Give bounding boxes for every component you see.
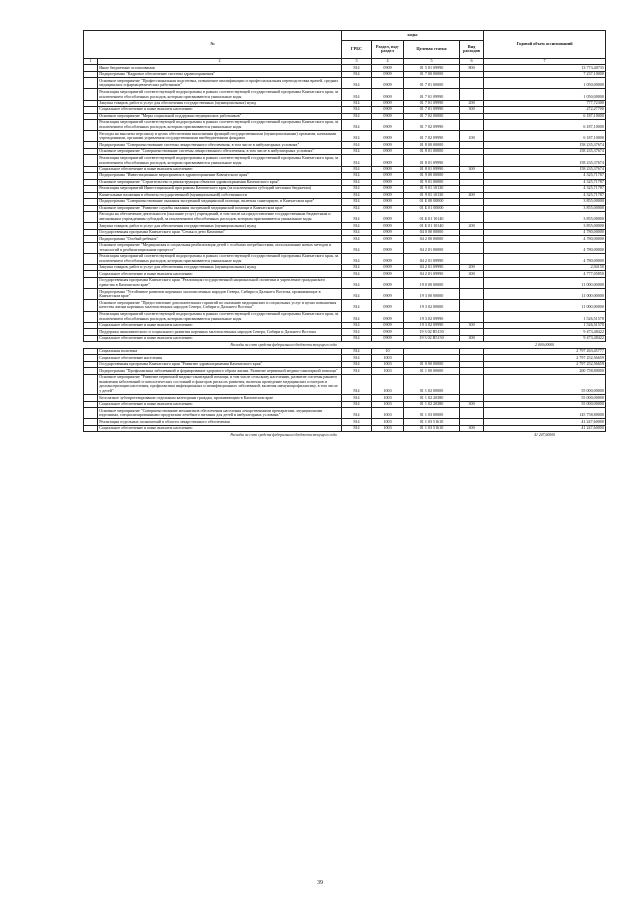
num-cell <box>84 242 98 253</box>
row-razdel: 0909 <box>372 173 404 179</box>
header-idx: 6 <box>460 58 484 64</box>
row-razdel: 1003 <box>372 368 404 374</box>
row-cs: 01 9 00 00000 <box>404 173 460 179</box>
table-row <box>84 155 606 166</box>
row-cs: 01 7 01 09990 <box>404 100 460 106</box>
budget-table-page <box>83 30 605 438</box>
row-name: Подпрограмма "Кадровое обеспечение системы здравоохранения" <box>98 71 342 77</box>
row-sum: 4 780,00000 <box>484 242 606 253</box>
num-cell <box>84 300 98 311</box>
row-grbs: 814 <box>342 192 372 198</box>
row-razdel: 0909 <box>372 271 404 277</box>
row-sum: 158 235,37674 <box>484 148 606 154</box>
row-cs: 01 7 01 09990 <box>404 89 460 100</box>
table-row <box>84 374 606 395</box>
row-vr: 300 <box>460 425 484 431</box>
row-sum: 4 780,00000 <box>484 229 606 235</box>
row-razdel: 0909 <box>372 300 404 311</box>
row-cs: 01 7 00 00000 <box>404 71 460 77</box>
table-row <box>84 211 606 222</box>
num-cell <box>84 289 98 300</box>
num-cell <box>84 131 98 142</box>
budget-table <box>83 30 606 438</box>
table-row <box>84 242 606 253</box>
row-name: Государственная программа Камчатского края "Развитие здравоохранения Камчатского края" <box>98 361 342 367</box>
row-sum: 200 758,80000 <box>484 368 606 374</box>
note-text: Расходы за счет средств федерального бюджета текущего года <box>230 432 337 437</box>
num-cell <box>84 89 98 100</box>
row-razdel: 0909 <box>372 186 404 192</box>
row-grbs: 814 <box>342 229 372 235</box>
row-sum: 1 050,00000 <box>484 78 606 89</box>
row-razdel: 0909 <box>372 89 404 100</box>
row-name: Основное мероприятие "Предоставление дополнительных гарантий по оказанию медицинских и социальных услуг в целях повышения качества жизни коренных малочисленных народов Севера, Сибири и Дальнего Востока" <box>98 300 342 311</box>
row-sum: 4 780,00000 <box>484 253 606 264</box>
row-sum: 41 247,60000 <box>484 419 606 425</box>
row-vr: 400 <box>460 192 484 198</box>
table-header <box>84 31 606 65</box>
row-razdel: 1003 <box>372 355 404 361</box>
row-cs: 04 2 00 00000 <box>404 236 460 242</box>
row-grbs: 814 <box>342 155 372 166</box>
num-cell <box>84 120 98 131</box>
row-cs: 01 Б 01 10140 <box>404 211 460 222</box>
row-grbs: 814 <box>342 277 372 288</box>
row-razdel: 0909 <box>372 131 404 142</box>
row-razdel: 1003 <box>372 374 404 395</box>
row-razdel: 1003 <box>372 401 404 407</box>
row-cs: 01 1 02 20380 <box>404 401 460 407</box>
row-grbs: 814 <box>342 401 372 407</box>
row-grbs: 814 <box>342 186 372 192</box>
row-name: Расходы на обеспечение деятельности (оказание услуг) учреждений, в том числе на предоставление государственным бюджетным и автономным учреждениям субсидий, за исключением обособленных расходов, которым присваиваются уникальные коды <box>98 211 342 222</box>
row-vr <box>460 211 484 222</box>
row-name: Реализация отдельных полномочий в области лекарственного обеспечения <box>98 419 342 425</box>
table-row <box>84 277 606 288</box>
row-razdel: 0909 <box>372 289 404 300</box>
row-vr: 800 <box>460 65 484 71</box>
row-vr <box>460 253 484 264</box>
row-grbs: 814 <box>342 107 372 113</box>
row-razdel: 1003 <box>372 361 404 367</box>
row-grbs: 814 <box>342 131 372 142</box>
row-razdel: 0909 <box>372 329 404 335</box>
header-idx: 1 <box>84 58 98 64</box>
row-cs: 19 3 02 R5150 <box>404 335 460 341</box>
row-grbs: 814 <box>342 166 372 172</box>
row-name: Социальное обеспечение и иные выплаты населению <box>98 107 342 113</box>
row-name: Подпрограмма "Совершенствование системы лекарственного обеспечения, в том числе в амбулаторных условиях" <box>98 142 342 148</box>
row-grbs: 814 <box>342 374 372 395</box>
header-grbs: ГРБС <box>342 41 372 59</box>
row-grbs: 814 <box>342 71 372 77</box>
row-grbs: 814 <box>342 335 372 341</box>
row-name: Реализация мероприятий соответствующей подпрограммы в рамках соответствующей государственной программы Камчатского края, за исключением обособленных расходов, которым присваиваются уникальные коды <box>98 253 342 264</box>
row-name: Реализация мероприятий соответствующей подпрограммы в рамках соответствующей государственной программы Камчатского края, за исключением обособленных расходов, которым присваиваются уникальные коды <box>98 120 342 131</box>
num-cell <box>84 78 98 89</box>
row-vr: 200 <box>460 100 484 106</box>
row-grbs: 814 <box>342 148 372 154</box>
row-sum: 4 780,00000 <box>484 236 606 242</box>
row-name: Основное мероприятие "Совершенствование механизмов обеспечения населения лекарственными препаратами, медицинскими изделиями, специализированными продуктами лечебного питания для детей в амбулаторных условиях" <box>98 408 342 419</box>
row-cs: 01 7 01 09990 <box>404 107 460 113</box>
row-cs: 19 3 02 00000 <box>404 300 460 311</box>
row-cs: 04 2 01 09990 <box>404 271 460 277</box>
row-name: Поддержка экономического и социального развития коренных малочисленных народов Севера, Сибири и Дальнего Востока <box>98 329 342 335</box>
row-sum: 41 247,60000 <box>484 425 606 431</box>
row-cs: 04 2 01 00000 <box>404 242 460 253</box>
row-grbs: 814 <box>342 253 372 264</box>
note-sum: 2 000,00000 <box>535 342 555 347</box>
note-sum: 41 247,60000 <box>534 432 555 437</box>
row-razdel: 0909 <box>372 155 404 166</box>
row-sum: 9 473,48422 <box>484 335 606 341</box>
row-cs: 04 2 01 09990 <box>404 265 460 271</box>
row-cs: 01 1 03 51610 <box>404 425 460 431</box>
row-sum: 4 325,71787 <box>484 173 606 179</box>
header-razdel: Раздел, под-раздел <box>372 41 404 59</box>
row-name: Социальное обеспечение и иные выплаты населению <box>98 271 342 277</box>
num-cell <box>84 277 98 288</box>
row-razdel: 0909 <box>372 265 404 271</box>
row-grbs: 814 <box>342 179 372 185</box>
row-razdel: 0909 <box>372 199 404 205</box>
row-razdel: 0909 <box>372 211 404 222</box>
row-cs: 01 1 00 00000 <box>404 368 460 374</box>
row-cs: 19 3 00 00000 <box>404 289 460 300</box>
row-sum: 2 797 252,56659 <box>484 355 606 361</box>
row-grbs: 814 <box>342 242 372 253</box>
row-grbs: 814 <box>342 89 372 100</box>
row-cs: 01 9 01 00000 <box>404 179 460 185</box>
row-name: Основное мероприятие "Развитие службы оказания экстренной медицинской помощи в Камчатском крае" <box>98 205 342 211</box>
row-sum: 2,94150 <box>484 265 606 271</box>
row-sum: 158 235,37674 <box>484 142 606 148</box>
row-cs: 01 9 01 10130 <box>404 186 460 192</box>
table-row <box>84 253 606 264</box>
row-vr <box>460 242 484 253</box>
row-vr: 300 <box>460 401 484 407</box>
row-name: Реализация мероприятий соответствующей подпрограммы в рамках соответствующей государственной программы Камчатского края, за исключением обособленных расходов, которым присваиваются уникальные коды <box>98 311 342 322</box>
row-razdel: 0909 <box>372 120 404 131</box>
row-vr <box>460 300 484 311</box>
row-vr <box>460 277 484 288</box>
row-name: Основное мероприятие "Строительство и реконструкция объектов здравоохранения Камчатского края" <box>98 179 342 185</box>
row-cs: 01 1 02 20380 <box>404 395 460 401</box>
row-name: Государственная программа Камчатского края "Реализация государственной национальной политики и укрепление гражданского единства в Камчатском крае" <box>98 277 342 288</box>
row-vr <box>460 408 484 419</box>
row-vr <box>460 89 484 100</box>
row-cs: 04 0 00 00000 <box>404 229 460 235</box>
row-name: Социальное обеспечение и иные выплаты населению <box>98 166 342 172</box>
row-sum: 158 235,37674 <box>484 166 606 172</box>
table-row <box>84 289 606 300</box>
row-grbs: 814 <box>342 173 372 179</box>
row-cs: 01 9 01 10130 <box>404 192 460 198</box>
row-razdel: 0909 <box>372 229 404 235</box>
note-text: Расходы за счет средств федерального бюджета текущего года <box>230 342 337 347</box>
row-grbs: 814 <box>342 355 372 361</box>
num-cell <box>84 408 98 419</box>
row-sum: 4 325,71787 <box>484 179 606 185</box>
row-vr <box>460 155 484 166</box>
header-idx: 2 <box>98 58 342 64</box>
row-vr: 200 <box>460 223 484 229</box>
table-row <box>84 408 606 419</box>
row-sum: 3 855,00000 <box>484 211 606 222</box>
row-name: Подпрограмма "Профилактика заболеваний и формирование здорового образа жизни. Развитие первичной медико-санитарной помощи" <box>98 368 342 374</box>
row-grbs: 814 <box>342 361 372 367</box>
row-name: Закупка товаров, работ и услуг для обеспечения государственных (муниципальных) нужд <box>98 100 342 106</box>
row-cs: 01 8 00 00000 <box>404 142 460 148</box>
row-name: Основное мероприятие "Меры социальной поддержки медицинских работников" <box>98 113 342 119</box>
row-cs: 19 0 00 00000 <box>404 277 460 288</box>
row-grbs: 814 <box>342 311 372 322</box>
row-cs: 19 3 02 09990 <box>404 322 460 328</box>
header-sum: Годовой объем ассигнований <box>484 31 606 59</box>
header-num: № <box>84 31 342 59</box>
row-vr: 200 <box>460 265 484 271</box>
row-cs: 01 8 01 09990 <box>404 166 460 172</box>
row-sum: 145 758,80000 <box>484 408 606 419</box>
num-cell <box>84 211 98 222</box>
row-cs: 01 7 02 00000 <box>404 113 460 119</box>
row-razdel: 10 <box>372 348 404 354</box>
row-cs: 01 1 02 00000 <box>404 374 460 395</box>
row-cs: 01 7 02 09990 <box>404 131 460 142</box>
row-cs: 01 7 01 00000 <box>404 78 460 89</box>
row-name: Закупка товаров, работ и услуг для обеспечения государственных (муниципальных) нужд <box>98 223 342 229</box>
row-razdel: 0909 <box>372 322 404 328</box>
row-grbs: 814 <box>342 265 372 271</box>
row-cs: 04 2 01 09990 <box>404 253 460 264</box>
table-row <box>84 120 606 131</box>
row-razdel: 0909 <box>372 78 404 89</box>
row-name: Иные бюджетные ассигнования <box>98 65 342 71</box>
table-row <box>84 300 606 311</box>
row-vr <box>460 78 484 89</box>
row-name: Социальное обеспечение и иные выплаты населению <box>98 425 342 431</box>
row-grbs: 814 <box>342 100 372 106</box>
page-number: 39 <box>317 880 323 886</box>
row-sum: 6 187,10000 <box>484 120 606 131</box>
row-grbs: 814 <box>342 329 372 335</box>
row-grbs: 814 <box>342 408 372 419</box>
row-razdel: 0909 <box>372 311 404 322</box>
row-vr <box>460 289 484 300</box>
row-sum: 2 797 252,56659 <box>484 361 606 367</box>
header-vr: Вид расходов <box>460 41 484 59</box>
row-razdel: 0909 <box>372 107 404 113</box>
row-razdel: 0909 <box>372 179 404 185</box>
row-cs: 01 Б 01 00000 <box>404 205 460 211</box>
row-grbs: 814 <box>342 120 372 131</box>
row-grbs: 814 <box>342 211 372 222</box>
num-cell <box>84 253 98 264</box>
row-name: Основное мероприятие "Развитие первичной медико-санитарной помощи, в том числе сельскому населению, развитие системы раннего выявления заболеваний и патологических состояний и факторов риска их развития, включая проведение медицинских осмотров и диспансеризации населения, профилактика инфекционных и неинфекционных заболеваний, включая иммунопрофилактику, в том числе у детей" <box>98 374 342 395</box>
row-grbs: 814 <box>342 368 372 374</box>
table-body <box>84 65 606 438</box>
table-note-row <box>84 432 606 438</box>
table-row <box>84 311 606 322</box>
table-row <box>84 89 606 100</box>
row-name: Расходы на выплаты персоналу в целях обеспечения выполнения функций государственными (муниципальными) органами, казенными учреждениями, органами управления государственными внебюджетными фондами <box>98 131 342 142</box>
row-vr: 300 <box>460 335 484 341</box>
row-sum: 4 777,05850 <box>484 271 606 277</box>
header-idx: 3 <box>342 58 372 64</box>
row-grbs: 814 <box>342 322 372 328</box>
row-sum: 11 000,00000 <box>484 289 606 300</box>
row-name: Социальная политика <box>98 348 342 354</box>
row-cs: 01 0 00 00000 <box>404 361 460 367</box>
row-sum: 1 050,00000 <box>484 89 606 100</box>
row-razdel: 1003 <box>372 395 404 401</box>
row-sum: 7 237,10000 <box>484 71 606 77</box>
row-name: Государственная программа Камчатского края "Семья и дети Камчатки" <box>98 229 342 235</box>
row-grbs: 814 <box>342 236 372 242</box>
header-cs: Целевая статья <box>404 41 460 59</box>
row-sum: 13 773,40735 <box>484 65 606 71</box>
row-grbs: 814 <box>342 300 372 311</box>
row-sum: 4 325,71787 <box>484 186 606 192</box>
row-sum: 1 526,51578 <box>484 311 606 322</box>
row-grbs: 814 <box>342 205 372 211</box>
row-cs: 19 3 02 R5150 <box>404 329 460 335</box>
row-razdel: 1003 <box>372 425 404 431</box>
row-grbs: 814 <box>342 78 372 89</box>
row-sum: 55 000,00000 <box>484 374 606 395</box>
row-grbs: 814 <box>342 419 372 425</box>
row-vr <box>460 374 484 395</box>
row-razdel: 0909 <box>372 166 404 172</box>
row-cs: 01 Б 00 00000 <box>404 199 460 205</box>
row-sum: 272,27700 <box>484 107 606 113</box>
table-row <box>84 78 606 89</box>
row-sum: 158 235,37674 <box>484 155 606 166</box>
row-vr <box>460 311 484 322</box>
header-idx: 5 <box>404 58 460 64</box>
row-name: Социальное обеспечение населения <box>98 355 342 361</box>
row-grbs: 814 <box>342 65 372 71</box>
row-grbs: 814 <box>342 289 372 300</box>
row-sum: 1 526,51578 <box>484 322 606 328</box>
row-sum: 3 855,00000 <box>484 223 606 229</box>
row-vr <box>460 120 484 131</box>
row-grbs: 814 <box>342 271 372 277</box>
row-cs: 01 1 03 51610 <box>404 419 460 425</box>
num-cell <box>84 311 98 322</box>
row-razdel: 0909 <box>372 192 404 198</box>
row-grbs: 814 <box>342 425 372 431</box>
row-name: Подпрограмма "Устойчивое развитие коренных малочисленных народов Севера, Сибири и Дальнего Востока, проживающих в Камчатском крае" <box>98 289 342 300</box>
row-name: Капитальные вложения в объекты государственной (муниципальной) собственности <box>98 192 342 198</box>
row-cs: 01 1 03 00000 <box>404 408 460 419</box>
row-razdel: 0909 <box>372 277 404 288</box>
row-razdel: 0909 <box>372 242 404 253</box>
row-razdel: 1003 <box>372 408 404 419</box>
row-vr: 100 <box>460 131 484 142</box>
header-codes: коды <box>342 31 484 41</box>
row-cs: 01 8 01 00000 <box>404 148 460 154</box>
row-razdel: 0909 <box>372 236 404 242</box>
row-sum: 6 187,10000 <box>484 113 606 119</box>
row-cs: 19 3 02 09990 <box>404 311 460 322</box>
row-name: Реализация мероприятий Инвестиционной программы Камчатского края (за исключением субсидий местным бюджетам) <box>98 186 342 192</box>
row-cs: 01 8 01 09990 <box>404 155 460 166</box>
row-name: Социальное обеспечение и иные выплаты населению <box>98 401 342 407</box>
row-sum: 55 000,00000 <box>484 395 606 401</box>
row-name: Реализация мероприятий соответствующей подпрограммы в рамках соответствующей государственной программы Камчатского края, за исключением обособленных расходов, которым присваиваются уникальные коды <box>98 89 342 100</box>
row-vr: 300 <box>460 107 484 113</box>
row-sum: 3 855,00000 <box>484 199 606 205</box>
row-razdel: 0909 <box>372 113 404 119</box>
row-name: Бесплатное зубопротезирование отдельным категориям граждан, проживающим в Камчатском крае <box>98 395 342 401</box>
row-name: Подпрограмма "Совершенствование оказания экстренной медицинской помощи, включая санитарную, в Камчатском крае" <box>98 199 342 205</box>
row-cs: 01 7 02 09990 <box>404 120 460 131</box>
row-razdel: 0909 <box>372 71 404 77</box>
row-name: Подпрограмма "Особый ребенок" <box>98 236 342 242</box>
header-idx: 7 <box>484 58 606 64</box>
row-name: Социальное обеспечение и иные выплаты населению <box>98 335 342 341</box>
row-name: Социальное обеспечение и иные выплаты населению <box>98 322 342 328</box>
row-sum: 11 000,00000 <box>484 277 606 288</box>
row-sum: 55 000,00000 <box>484 401 606 407</box>
row-name: Основное мероприятие "Медицинская и социальная реабилитация детей с особыми потребностями, использование новых методов и технологий в реабилитационном процессе" <box>98 242 342 253</box>
row-cs: 01 Б 01 10140 <box>404 223 460 229</box>
row-name: Подпрограмма "Инвестиционные мероприятия в здравоохранении Камчатского края" <box>98 173 342 179</box>
row-sum: 2 797 263,45777 <box>484 348 606 354</box>
row-vr: 300 <box>460 166 484 172</box>
row-razdel: 0909 <box>372 205 404 211</box>
row-sum: 3 855,00000 <box>484 205 606 211</box>
row-grbs: 814 <box>342 142 372 148</box>
row-razdel: 0909 <box>372 100 404 106</box>
num-cell <box>84 155 98 166</box>
row-name: Закупка товаров, работ и услуг для обеспечения государственных (муниципальных) нужд <box>98 265 342 271</box>
row-razdel: 0909 <box>372 223 404 229</box>
row-grbs: 814 <box>342 113 372 119</box>
row-razdel: 0909 <box>372 148 404 154</box>
row-grbs: 814 <box>342 348 372 354</box>
row-name: Основное мероприятие "Совершенствование системы лекарственного обеспечения, в том числе в амбулаторных условиях" <box>98 148 342 154</box>
row-grbs: 814 <box>342 223 372 229</box>
row-razdel: 0909 <box>372 253 404 264</box>
row-razdel: 0909 <box>372 65 404 71</box>
row-sum: 11 000,00000 <box>484 300 606 311</box>
row-sum: 9 473,48422 <box>484 329 606 335</box>
row-cs: 01 5 01 09990 <box>404 65 460 71</box>
row-name: Основное мероприятие "Профессиональная подготовка, повышение квалификации и профессиональная переподготовка врачей, средних медицинских и фармацевтических работников" <box>98 78 342 89</box>
row-sum: 6 187,10000 <box>484 131 606 142</box>
row-razdel: 1003 <box>372 419 404 425</box>
row-name: Реализация мероприятий соответствующей подпрограммы в рамках соответствующей государственной программы Камчатского края, за исключением обособленных расходов, которым присваиваются уникальные коды <box>98 155 342 166</box>
row-vr: 300 <box>460 271 484 277</box>
row-sum: 4 325,71787 <box>484 192 606 198</box>
row-razdel: 0909 <box>372 142 404 148</box>
num-cell <box>84 374 98 395</box>
row-razdel: 0909 <box>372 335 404 341</box>
row-grbs: 814 <box>342 199 372 205</box>
row-vr: 300 <box>460 322 484 328</box>
header-idx: 4 <box>372 58 404 64</box>
row-sum: 777,72300 <box>484 100 606 106</box>
table-row <box>84 131 606 142</box>
row-grbs: 814 <box>342 395 372 401</box>
